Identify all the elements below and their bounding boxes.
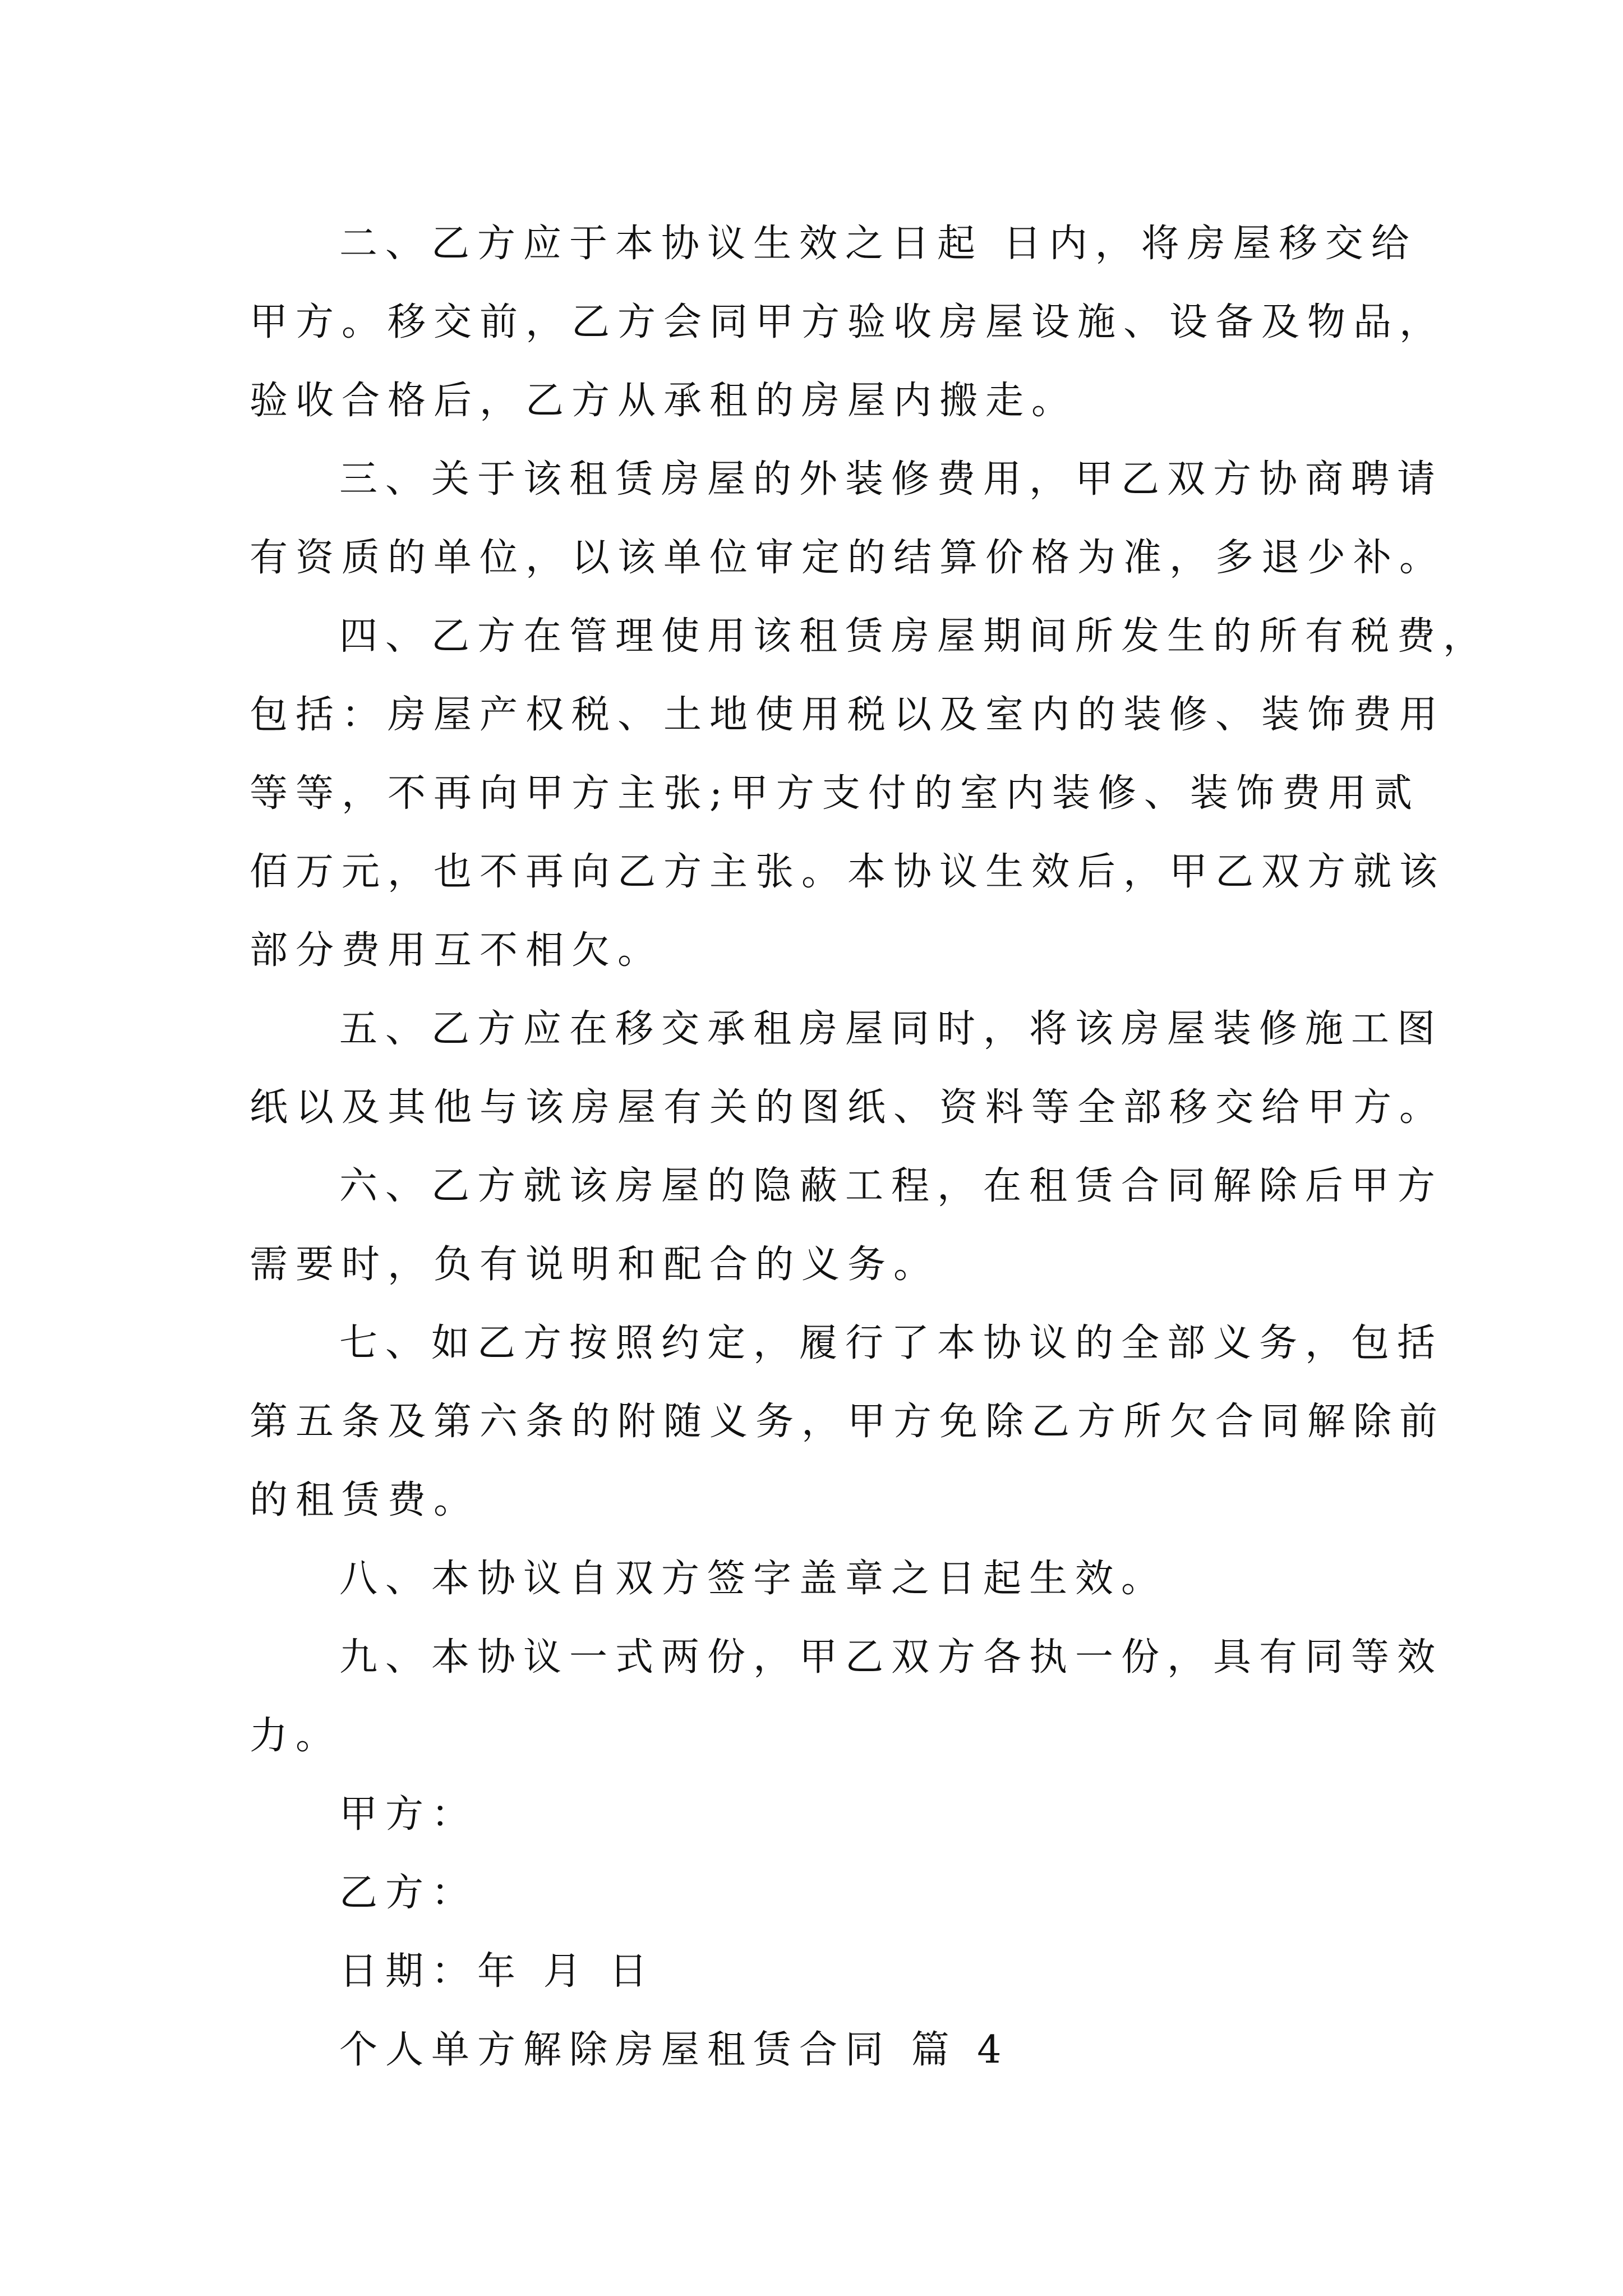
date-label: 日期：年 月 日 xyxy=(339,1949,656,1994)
clause-6-line-2: 需要时，负有说明和配合的义务。 xyxy=(250,1243,940,1287)
clause-4-line-2: 包括：房屋产权税、土地使用税以及室内的装修、装饰费用 xyxy=(250,693,1446,737)
clause-7-line-3: 的租赁费。 xyxy=(250,1478,480,1522)
section-heading: 个人单方解除房屋租赁合同 篇 4 xyxy=(339,2028,1009,2072)
clause-5-line-1: 五、乙方应在移交承租房屋同时，将该房屋装修施工图 xyxy=(339,1007,1444,1051)
clause-4-line-4: 佰万元，也不再向乙方主张。本协议生效后，甲乙双方就该 xyxy=(250,850,1446,894)
party-a-label: 甲方： xyxy=(339,1792,478,1837)
clause-9-line-1: 九、本协议一式两份，甲乙双方各执一份，具有同等效 xyxy=(339,1635,1444,1680)
clause-8-line-1: 八、本协议自双方签字盖章之日起生效。 xyxy=(339,1557,1168,1601)
clause-2-line-1: 二、乙方应于本协议生效之日起 日内，将房屋移交给 xyxy=(339,222,1417,266)
clause-4-line-3: 等等，不再向甲方主张;甲方支付的室内装修、装饰费用贰 xyxy=(250,771,1420,816)
clause-2-line-2: 甲方。移交前，乙方会同甲方验收房屋设施、设备及物品， xyxy=(250,300,1446,344)
clause-5-line-2: 纸以及其他与该房屋有关的图纸、资料等全部移交给甲方。 xyxy=(250,1085,1446,1130)
clause-7-line-2: 第五条及第六条的附随义务，甲方免除乙方所欠合同解除前 xyxy=(250,1400,1446,1444)
clause-3-line-2: 有资质的单位，以该单位审定的结算价格为准，多退少补。 xyxy=(250,536,1446,580)
clause-7-line-1: 七、如乙方按照约定，履行了本协议的全部义务，包括 xyxy=(339,1321,1444,1365)
clause-4-line-5: 部分费用互不相欠。 xyxy=(250,928,664,973)
clause-3-line-1: 三、关于该租赁房屋的外装修费用，甲乙双方协商聘请 xyxy=(339,457,1444,501)
clause-2-line-3: 验收合格后，乙方从承租的房屋内搬走。 xyxy=(250,379,1078,423)
clause-4-line-1: 四、乙方在管理使用该租赁房屋期间所发生的所有税费， xyxy=(339,614,1490,659)
clause-6-line-1: 六、乙方就该房屋的隐蔽工程，在租赁合同解除后甲方 xyxy=(339,1164,1444,1208)
party-b-label: 乙方： xyxy=(339,1871,478,1915)
clause-9-line-2: 力。 xyxy=(250,1714,342,1758)
